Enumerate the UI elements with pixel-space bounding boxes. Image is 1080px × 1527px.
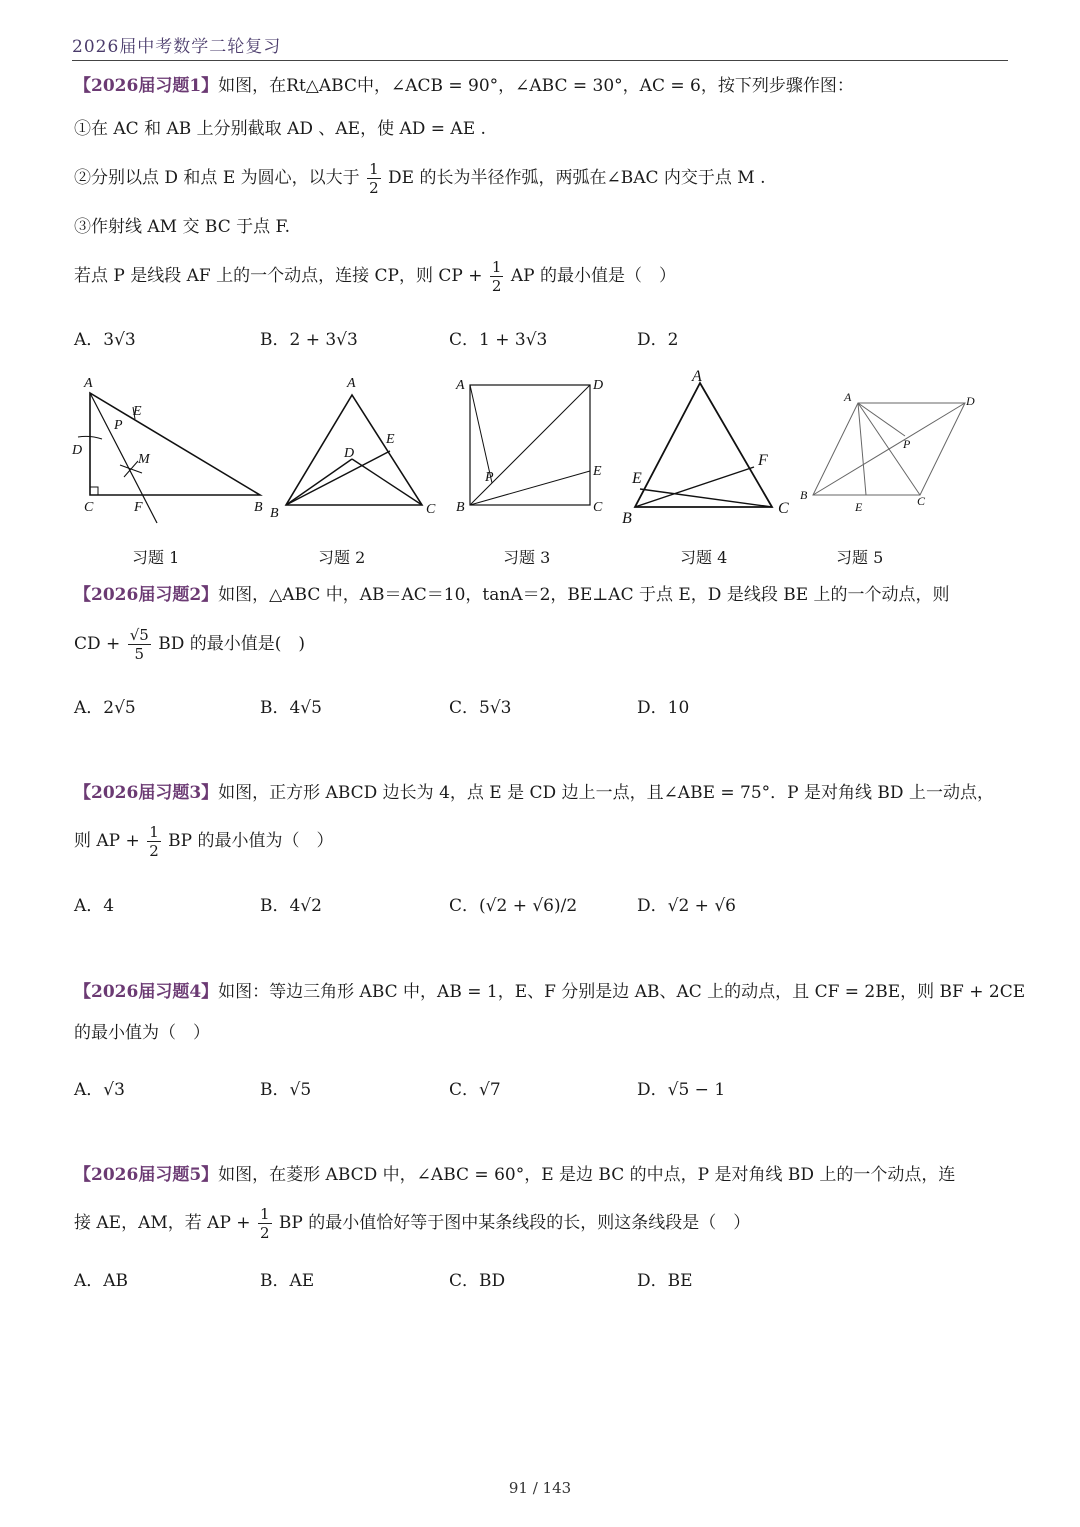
caption-3: 习题 3 [503,548,551,567]
caption-5: 习题 5 [836,548,884,567]
question-text-b: AP 的最小值是（ ） [510,266,676,286]
fig1-label-p: P [114,418,123,433]
fig4-label-e: E [632,470,642,487]
question-text-a: 若点 P 是线段 AF 上的一个动点，连接 CP，则 CP + [74,266,483,286]
fig4-label-f: F [758,452,768,469]
figure-4 [622,368,789,527]
fig3-label-a: A [456,378,465,393]
fig5-label-c: C [917,494,926,508]
fig2-label-a: A [347,376,356,391]
option-b[interactable]: B．√5 [260,1080,312,1100]
fig4-label-a: A [692,368,702,385]
option-b[interactable]: B．4√5 [260,698,322,718]
fig5-label-p: P [903,437,911,451]
step2-text-b: DE 的长为半径作弧，两弧在∠BAC 内交于点 M . [388,168,766,188]
fig1-label-b: B [254,500,263,515]
problem-3-question [74,823,333,860]
option-c[interactable]: C．5√3 [449,698,512,718]
caption-4: 习题 4 [680,548,728,567]
option-c[interactable]: C．1 + 3√3 [449,330,548,350]
option-a[interactable]: A．√3 [74,1080,125,1100]
problem-text: 如图，在Rt△ABC中，∠ACB = 90°，∠ABC = 30°，AC = 6，按下列步骤作图： [218,76,854,96]
problem-tag: 【2026届习题4】 [74,982,219,1002]
fig1-label-a: A [84,376,93,391]
fig5-label-a: A [844,390,852,404]
fraction-numerator: 1 [491,258,502,276]
problem-tag: 【2026届习题2】 [74,585,219,605]
option-d[interactable]: D．√2 + √6 [637,896,736,916]
problem-text: 如图，在菱形 ABCD 中，∠ABC = 60°，E 是边 BC 的中点，P 是对角线 BD 上的一个动点，连 [218,1165,956,1185]
fraction-numerator: 1 [259,1205,270,1223]
option-c[interactable]: C．(√2 + √6)/2 [449,896,578,916]
option-d[interactable]: D．10 [637,698,690,718]
figure-3 [455,378,603,515]
fig2-label-e: E [386,432,395,447]
fig5-label-d: D [966,394,975,408]
fig1-label-e: E [133,404,142,419]
fig3-label-d: D [593,378,604,393]
fig2-label-c: C [426,502,436,517]
fraction-denominator: 2 [369,179,379,197]
question-text-b: BP 的最小值恰好等于图中某条线段的长，则这条线段是（ ） [278,1213,751,1233]
option-b[interactable]: B．2 + 3√3 [260,330,358,350]
option-c[interactable]: C．√7 [449,1080,501,1100]
option-c[interactable]: C．BD [449,1271,506,1291]
problem-5-stem [74,1167,955,1184]
problem-3-stem [74,785,994,802]
problem-1-step2 [74,160,766,197]
fig2-label-d: D [344,446,355,461]
fraction-numerator: 1 [149,823,159,841]
fraction [147,823,161,860]
fig3-label-b: B [456,500,465,515]
option-a[interactable]: A．2√5 [74,698,136,718]
question-text-a: 则 AP + [74,831,140,851]
problem-2-question [74,626,305,663]
option-a[interactable]: A．4 [74,896,115,916]
fraction-denominator: 2 [259,1224,270,1242]
fraction-numerator: 1 [369,160,379,178]
question-text-a: 接 AE，AM，若 AP + [74,1213,251,1233]
fig1-label-f: F [134,500,143,515]
question-text-b: BP 的最小值为（ ） [168,831,334,851]
fraction [367,160,381,197]
fig1-label-d: D [72,443,83,458]
header-title: 2026届中考数学二轮复习 [72,37,282,57]
fraction [258,1205,272,1242]
fig4-label-c: C [778,500,789,517]
page-header [72,32,1008,61]
problem-2-stem [74,587,950,604]
figure-1 [71,376,263,523]
option-a[interactable]: A．AB [74,1271,129,1291]
option-b[interactable]: B．4√2 [260,896,322,916]
problem-4-stem2: 的最小值为（ ） [74,1023,210,1043]
fig5-label-b: B [800,488,808,502]
option-b[interactable]: B．AE [260,1271,315,1291]
fraction [490,258,504,295]
option-d[interactable]: D．√5 − 1 [637,1080,726,1100]
fraction [128,626,151,663]
problem-tag: 【2026届习题1】 [74,76,219,96]
fraction-denominator: 5 [134,645,145,663]
caption-1: 习题 1 [132,548,180,567]
step2-text-a: ②分别以点 D 和点 E 为圆心，以大于 [74,168,360,188]
fig2-label-b: B [270,506,279,521]
problem-text: 如图，△ABC 中，AB＝AC＝10，tanA＝2，BE⊥AC 于点 E，D 是线段 BE 上的一个动点，则 [218,585,950,605]
fig1-label-c: C [84,500,94,515]
fig3-label-c: C [593,500,603,515]
figures-strip [60,365,1020,535]
problem-text: 如图：等边三角形 ABC 中，AB = 1，E、F 分别是边 AB、AC 上的动点，且 CF = 2BE，则 BF + 2CE [218,982,1026,1002]
question-text-b: BD 的最小值是( ) [158,634,306,654]
problem-1-step3: ③作射线 AM 交 BC 于点 F. [74,217,291,237]
page-number: 91 / 143 [508,1479,572,1497]
option-a[interactable]: A．3√3 [74,330,136,350]
fraction-denominator: 2 [149,842,159,860]
option-d[interactable]: D．BE [637,1271,693,1291]
figure-5 [800,390,975,514]
problem-1-step1: ①在 AC 和 AB 上分别截取 AD 、AE，使 AD = AE . [74,119,486,139]
fig3-label-e: E [593,464,602,479]
problem-1-question [74,258,676,295]
fig1-label-m: M [138,452,150,467]
fig5-label-e: E [855,500,863,514]
problem-5-question [74,1205,750,1242]
caption-2: 习题 2 [318,548,366,567]
option-d[interactable]: D．2 [637,330,679,350]
problem-tag: 【2026届习题3】 [74,783,219,803]
question-text-a: CD + [74,634,121,654]
fig4-label-b: B [622,510,632,527]
problem-tag: 【2026届习题5】 [74,1165,219,1185]
fraction-denominator: 2 [491,277,502,295]
fraction-numerator: √5 [129,626,149,644]
figure-2 [270,376,436,521]
problem-4-stem [74,984,1025,1001]
problem-1-stem [74,78,854,95]
fig3-label-p: P [485,470,494,485]
problem-text: 如图，正方形 ABCD 边长为 4，点 E 是 CD 边上一点，且∠ABE = 75°．P 是对角线 BD 上一动点， [218,783,994,803]
